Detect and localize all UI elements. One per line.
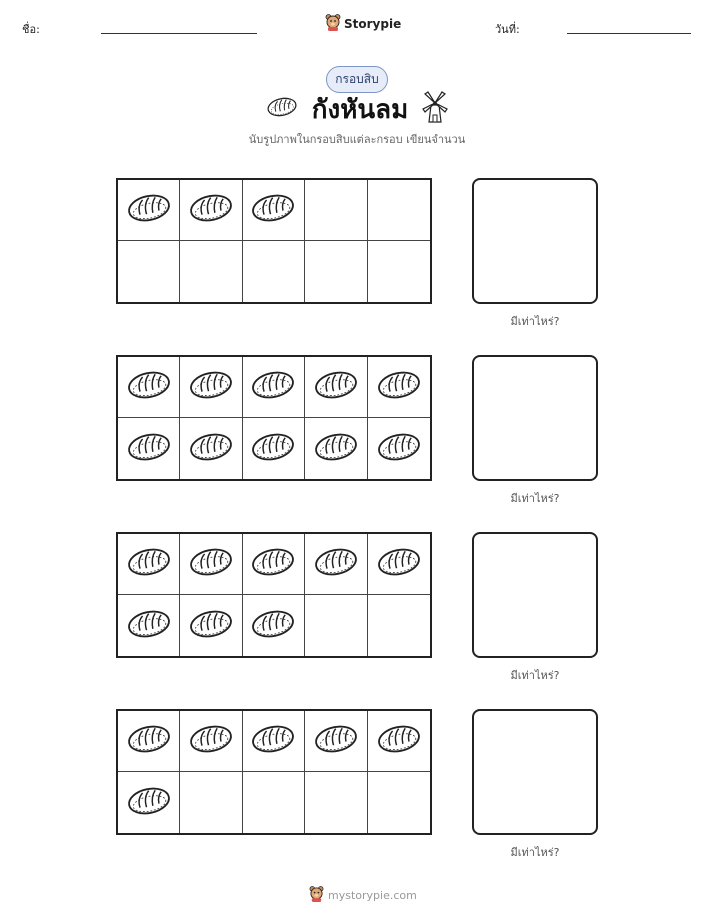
ten-frame-cell — [305, 534, 367, 595]
name-label: ชื่อ: — [22, 23, 40, 36]
ten-frame-cell — [118, 241, 180, 302]
bread-icon — [126, 608, 172, 644]
ten-frame-cell — [368, 595, 430, 656]
ten-frame-cell — [305, 711, 367, 772]
title-row — [0, 92, 714, 126]
bread-icon — [376, 723, 422, 759]
bread-icon — [126, 192, 172, 228]
ten-frame-cell — [180, 180, 242, 241]
how-many-prompt: มีเท่าไหร่? — [510, 846, 560, 859]
ten-frame-cell — [368, 180, 430, 241]
answer-box[interactable] — [472, 355, 598, 481]
name-line[interactable] — [101, 33, 257, 34]
ten-frame — [116, 178, 432, 304]
how-many-prompt: มีเท่าไหร่? — [510, 669, 560, 682]
answer-box[interactable] — [472, 532, 598, 658]
bread-icon — [188, 369, 234, 405]
ten-frame-cell — [243, 418, 305, 479]
ten-frame-cell — [180, 418, 242, 479]
bread-icon — [188, 608, 234, 644]
instructions: นับรูปภาพในกรอบสิบแต่ละกรอบ เขียนจำนวน — [248, 133, 466, 146]
bread-icon — [313, 546, 359, 582]
bread-icon — [313, 723, 359, 759]
ten-frame-cell — [118, 595, 180, 656]
answer-box[interactable] — [472, 178, 598, 304]
ten-frame-cell — [243, 357, 305, 418]
bear-logo-icon — [325, 13, 341, 34]
worksheet-type-badge: กรอบสิบ — [326, 66, 388, 93]
footer-url[interactable]: mystorypie.com — [328, 888, 417, 902]
windmill-icon — [422, 91, 448, 127]
ten-frame-cell — [305, 180, 367, 241]
bread-icon — [376, 369, 422, 405]
ten-frame-cell — [118, 418, 180, 479]
bread-icon — [250, 192, 296, 228]
ten-frame-cell — [305, 418, 367, 479]
how-many-prompt: มีเท่าไหร่? — [510, 315, 560, 328]
ten-frame-cell — [118, 180, 180, 241]
ten-frame-cell — [180, 711, 242, 772]
footer — [309, 885, 417, 905]
ten-frame — [116, 532, 432, 658]
ten-frame — [116, 709, 432, 835]
bread-icon — [376, 546, 422, 582]
brand-logo — [325, 13, 401, 34]
ten-frame-cell — [118, 534, 180, 595]
bread-icon — [126, 785, 172, 821]
ten-frame-cell — [243, 711, 305, 772]
ten-frame-cell — [243, 534, 305, 595]
page-title: กังหันลม — [311, 94, 409, 125]
ten-frame-cell — [243, 772, 305, 833]
bread-icon — [313, 431, 359, 467]
ten-frame-cell — [180, 595, 242, 656]
ten-frame-cell — [118, 772, 180, 833]
bread-icon — [313, 369, 359, 405]
ten-frame-cell — [243, 241, 305, 302]
bread-icon — [126, 431, 172, 467]
ten-frame-cell — [243, 180, 305, 241]
bread-icon — [250, 608, 296, 644]
ten-frame-cell — [368, 772, 430, 833]
ten-frame-cell — [180, 534, 242, 595]
ten-frame-cell — [180, 772, 242, 833]
bread-icon — [126, 723, 172, 759]
bread-icon — [250, 723, 296, 759]
how-many-prompt: มีเท่าไหร่? — [510, 492, 560, 505]
bread-icon — [250, 546, 296, 582]
ten-frame-cell — [368, 418, 430, 479]
bread-icon — [188, 431, 234, 467]
date-line[interactable] — [567, 33, 691, 34]
ten-frame — [116, 355, 432, 481]
bread-icon — [188, 546, 234, 582]
bread-icon — [250, 369, 296, 405]
bear-logo-icon — [309, 885, 324, 905]
bread-icon — [250, 431, 296, 467]
bread-icon — [126, 546, 172, 582]
ten-frame-cell — [118, 711, 180, 772]
ten-frame-cell — [368, 711, 430, 772]
ten-frame-cell — [180, 241, 242, 302]
ten-frame-cell — [305, 595, 367, 656]
ten-frame-cell — [305, 357, 367, 418]
date-label: วันที่: — [495, 23, 520, 36]
ten-frame-cell — [305, 772, 367, 833]
bread-icon — [188, 192, 234, 228]
ten-frame-cell — [118, 357, 180, 418]
ten-frame-cell — [305, 241, 367, 302]
ten-frame-cell — [368, 241, 430, 302]
ten-frame-cell — [243, 595, 305, 656]
answer-box[interactable] — [472, 709, 598, 835]
ten-frame-cell — [368, 357, 430, 418]
brand-name: Storypie — [344, 16, 402, 31]
bread-icon — [266, 96, 298, 122]
bread-icon — [126, 369, 172, 405]
bread-icon — [188, 723, 234, 759]
ten-frame-cell — [368, 534, 430, 595]
bread-icon — [376, 431, 422, 467]
ten-frame-cell — [180, 357, 242, 418]
